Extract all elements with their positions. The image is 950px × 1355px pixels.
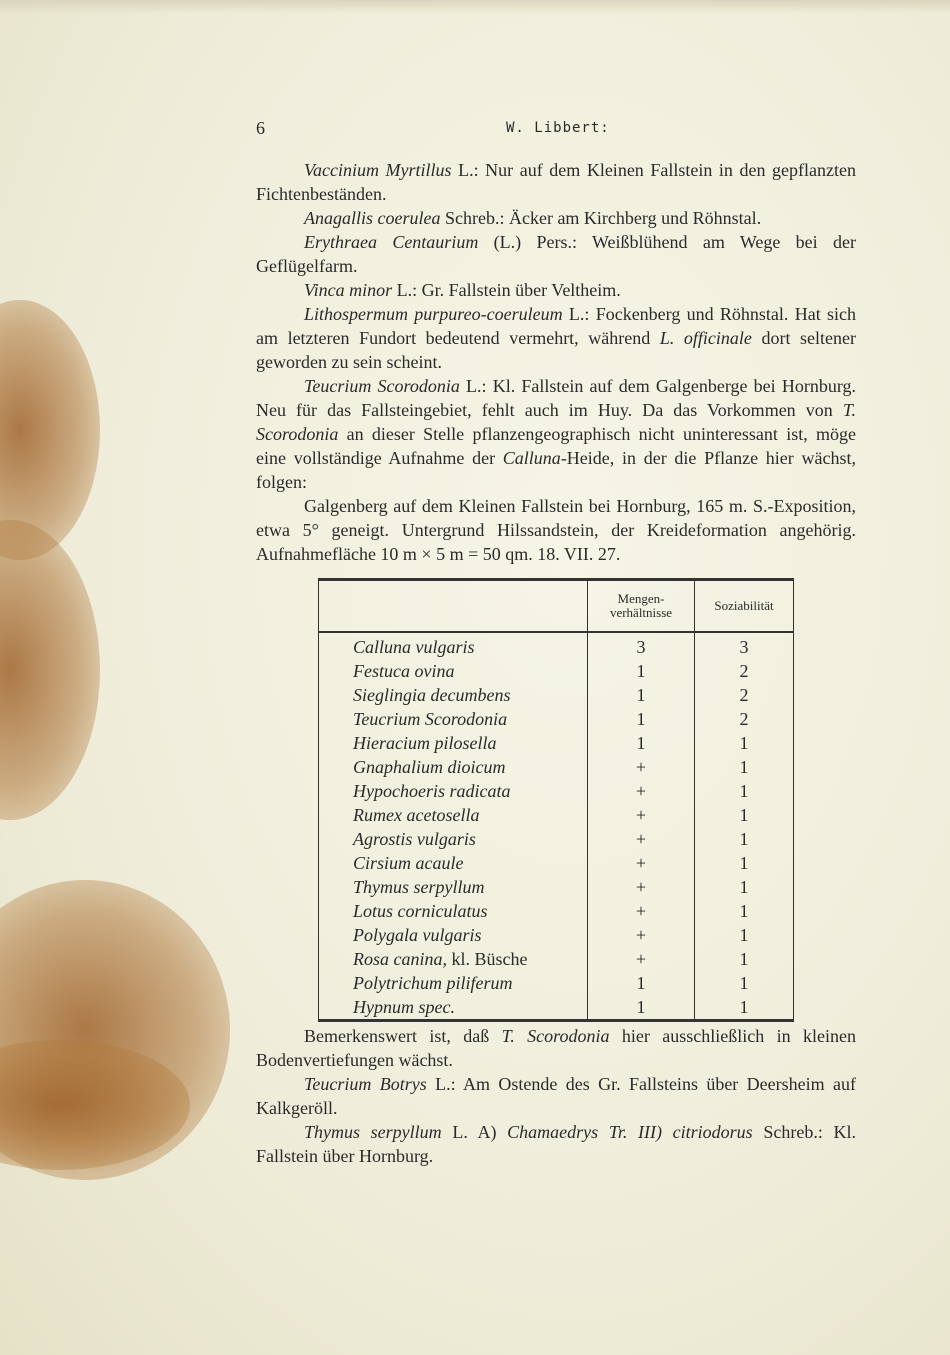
species-name: T. Scorodonia (501, 1026, 610, 1046)
mengen-cell: 3 (588, 632, 695, 659)
entry-text: L.: Am Ostende des Gr. Fallsteins über Deersheim auf Kalkgeröll. (256, 1074, 856, 1118)
page-header (256, 118, 856, 140)
mengen-cell: 1 (588, 683, 695, 707)
table-row (319, 827, 794, 851)
soziabilitaet-cell: 1 (739, 973, 749, 993)
species-name: Lithospermum purpureo-coeruleum (304, 304, 563, 324)
entry-text: L.: Kl. Fallstein auf dem Galgenberge bei Hornburg. Neu für das Fallsteingebiet, fehlt auch im Huy. Da das Vorkommen von (256, 376, 857, 420)
species-cell (319, 947, 588, 971)
entry-text: L.: Nur auf dem Kleinen Fallstein in den gepflanzten Fichtenbeständen. (256, 160, 856, 204)
entry-paragraph (256, 1024, 856, 1072)
soziabilitaet-cell: 1 (739, 997, 749, 1017)
vegetation-table-grid (318, 578, 794, 1022)
entry-paragraph (256, 206, 856, 230)
species-name: Hieracium pilosella (353, 733, 497, 753)
table-row (319, 731, 794, 755)
species-cell (319, 683, 588, 707)
soziabilitaet-cell: 3 (739, 637, 749, 657)
mengen-cell: + (588, 779, 695, 803)
species-cell (319, 851, 588, 875)
soziabilitaet-cell: 1 (739, 829, 749, 849)
species-cell (319, 827, 588, 851)
mengen-cell: 1 (588, 659, 695, 683)
species-cell (319, 875, 588, 899)
site-description (256, 494, 856, 566)
entry-text: Schreb.: Kl. Fallstein über Hornburg. (256, 1122, 857, 1166)
entry-paragraph (256, 158, 856, 206)
table-header-row (319, 580, 794, 633)
mengen-cell: 1 (588, 731, 695, 755)
table-row (319, 683, 794, 707)
mengen-cell: + (588, 947, 695, 971)
table-row (319, 707, 794, 731)
species-name: T. Scorodonia (256, 400, 856, 444)
page-number: 6 (256, 118, 265, 138)
entry-text: L.: Gr. Fallstein über Veltheim. (392, 280, 621, 300)
species-name: Rumex acetosella (353, 805, 480, 825)
species-cell (319, 632, 588, 659)
closing-text (256, 1024, 856, 1168)
table-row (319, 659, 794, 683)
entry-paragraph (256, 1120, 856, 1168)
mengen-cell: + (588, 851, 695, 875)
species-name: Vaccinium Myrtillus (304, 160, 452, 180)
entry-text: dort seltener geworden zu sein scheint. (256, 328, 857, 372)
soziabilitaet-cell: 2 (739, 661, 749, 681)
species-name: Anagallis coerulea (304, 208, 441, 228)
mengen-cell: + (588, 923, 695, 947)
entry-paragraph (256, 1072, 856, 1120)
table-row (319, 851, 794, 875)
table-row (319, 779, 794, 803)
table-row (319, 803, 794, 827)
table-row (319, 875, 794, 899)
header-mengenverhaeltnisse (588, 580, 695, 633)
soziabilitaet-cell: 1 (739, 781, 749, 801)
entry-paragraph (256, 374, 856, 494)
table-row (319, 899, 794, 923)
species-cell (319, 923, 588, 947)
species-name: Calluna (502, 448, 561, 468)
species-cell (319, 659, 588, 683)
species-name: Festuca ovina (353, 661, 455, 681)
table-row (319, 923, 794, 947)
species-name: Hypnum spec. (353, 997, 455, 1017)
soziabilitaet-cell: 1 (739, 901, 749, 921)
entry-paragraph (256, 230, 856, 278)
entry-text: hier ausschließlich in kleinen Bodenvertiefungen wächst. (256, 1026, 856, 1070)
species-name: Calluna vulgaris (353, 637, 475, 657)
species-name: Lotus corniculatus (353, 901, 488, 921)
entry-text: -Heide, in der die Pflanze hier wächst, folgen: (256, 448, 856, 492)
species-name: Agrostis vulgaris (353, 829, 476, 849)
mengen-cell: 1 (588, 707, 695, 731)
entry-paragraph (256, 278, 856, 302)
species-name: Rosa canina, (353, 949, 447, 969)
soziabilitaet-cell: 1 (739, 853, 749, 873)
species-name: Gnaphalium dioicum (353, 757, 506, 777)
species-cell (319, 731, 588, 755)
species-name: Erythraea Centaurium (304, 232, 479, 252)
soziabilitaet-cell: 1 (739, 733, 749, 753)
soziabilitaet-cell: 1 (739, 877, 749, 897)
header-species (319, 580, 588, 633)
entry-text: an dieser Stelle pflanzengeographisch nicht uninteressant ist, möge eine vollständige Aufnahme der (256, 424, 856, 468)
species-cell (319, 971, 588, 995)
table-row (319, 755, 794, 779)
table-row (319, 632, 794, 659)
mengen-cell: + (588, 899, 695, 923)
entry-text: Bemerkenswert ist, daß (304, 1026, 502, 1046)
mengen-cell: 1 (588, 995, 695, 1021)
table-row (319, 995, 794, 1021)
entry-text: Galgenberg auf dem Kleinen Fallstein bei Hornburg, 165 m. S.-Exposition, etwa 5° geneigt. Untergrund Hilssandstein, der Kreideformation angehörig. Aufnahmefläche 10 m × 5 m = 50 qm. 18. VII. 27. (256, 496, 856, 564)
species-note: kl. Büsche (447, 949, 528, 969)
mengen-cell: + (588, 875, 695, 899)
header-mengen-line1: Mengen- (617, 591, 665, 606)
species-cell (319, 707, 588, 731)
mengen-cell: 1 (588, 971, 695, 995)
vegetation-table (318, 578, 794, 1022)
species-name: Polygala vulgaris (353, 925, 482, 945)
soziabilitaet-cell: 1 (739, 949, 749, 969)
entry-text: L. A) (441, 1122, 508, 1142)
species-name: Cirsium acaule (353, 853, 464, 873)
species-name: Teucrium Scorodonia (353, 709, 508, 729)
species-name: Thymus serpyllum (353, 877, 485, 897)
header-mengen-line2: verhältnisse (609, 605, 673, 620)
species-name: Vinca minor (304, 280, 393, 300)
species-cell (319, 755, 588, 779)
entry-text: L.: Fockenberg und Röhnstal. Hat sich am letzteren Fundort bedeutend vermehrt, während (256, 304, 856, 348)
soziabilitaet-cell: 1 (739, 757, 749, 777)
species-cell (319, 803, 588, 827)
species-name: Chamaedrys Tr. III) citriodorus (507, 1122, 753, 1142)
species-name: Polytrichum piliferum (353, 973, 513, 993)
running-head: W. Libbert: (506, 120, 610, 136)
mengen-cell: + (588, 803, 695, 827)
page-top-edge (0, 0, 950, 14)
species-cell (319, 779, 588, 803)
soziabilitaet-cell: 2 (739, 685, 749, 705)
body-text (256, 158, 856, 566)
species-name: Teucrium Botrys (304, 1074, 427, 1094)
entry-text: (L.) Pers.: Weißblühend am Wege bei der Geflügelfarm. (256, 232, 856, 276)
soziabilitaet-cell: 1 (739, 805, 749, 825)
soziabilitaet-cell: 1 (739, 925, 749, 945)
species-name: Thymus serpyllum (304, 1122, 442, 1142)
mengen-cell: + (588, 827, 695, 851)
header-soziabilitaet: Soziabilität (695, 580, 794, 633)
entry-paragraph (256, 302, 856, 374)
soziabilitaet-cell: 2 (739, 709, 749, 729)
species-name: Sieglingia decumbens (353, 685, 511, 705)
table-row (319, 947, 794, 971)
table-row (319, 971, 794, 995)
species-cell (319, 899, 588, 923)
species-name: L. officinale (659, 328, 752, 348)
species-cell (319, 995, 588, 1021)
species-name: Teucrium Scorodonia (304, 376, 460, 396)
mengen-cell: + (588, 755, 695, 779)
species-name: Hypochoeris radicata (353, 781, 511, 801)
entry-text: Schreb.: Äcker am Kirchberg und Röhnstal. (440, 208, 762, 228)
